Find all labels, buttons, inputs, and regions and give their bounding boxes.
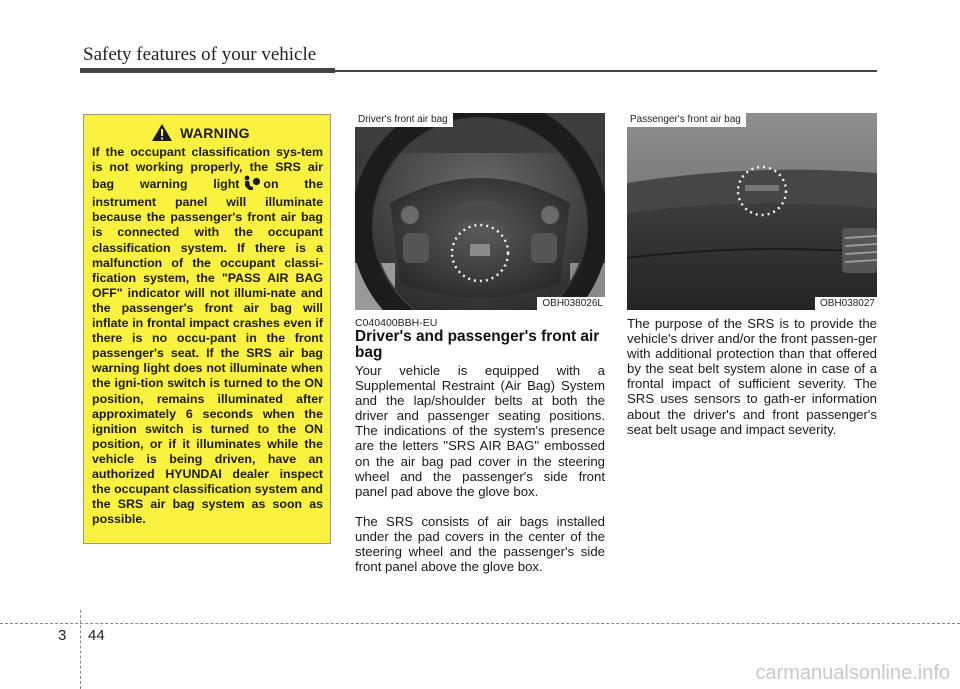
body-column-middle <box>355 363 605 589</box>
header-rule-thin <box>335 70 877 72</box>
warning-header <box>78 123 323 142</box>
warning-title: WARNING <box>180 124 250 141</box>
page-chapter: 3 <box>58 627 67 644</box>
section-code: C040400BBH-EU <box>355 317 438 329</box>
airbag-warning-light-icon <box>241 175 261 195</box>
footer-vertical-rule <box>80 610 81 689</box>
warning-text <box>92 145 323 527</box>
section-title: Driver's and passenger's front air bag <box>355 328 600 361</box>
passenger-airbag-photo <box>627 113 877 310</box>
driver-photo-caption: Driver's front air bag <box>355 113 453 127</box>
passenger-photo-caption: Passenger's front air bag <box>627 113 746 127</box>
warning-triangle-icon <box>151 123 173 142</box>
passenger-photo-code: OBH038027 <box>815 297 877 310</box>
warning-text-part1: If the occupant classification sys-tem is not working properly, the SRS air bag warning light <box>92 145 323 192</box>
paragraph-3: The purpose of the SRS is to provide the vehicle's driver and/or the front passen-ger with additional protection than that offered by the seat belt system alone in case of a frontal impact of sufficient severity. The SRS uses sensors to gath-er information about the driver's and front passenger's seat belt usage and impact severity. <box>627 316 877 437</box>
paragraph-1: Your vehicle is equipped with a Supplemental Restraint (Air Bag) System and the lap/shoulder belts at both the driver and passenger seating positions. The indications of the system's presence are the letters "SRS AIR BAG" embossed on the air bag pad cover in the steering wheel and the passenger's side front panel pad above the glove box. <box>355 363 605 499</box>
paragraph-2: The SRS consists of air bags installed under the pad covers in the center of the steering wheel and the passenger's side front panel above the glove box. <box>355 513 605 575</box>
header-title: Safety features of your vehicle <box>83 44 317 65</box>
warning-text-part2: on the instrument panel will illuminate because the passenger's front air bag is connected with the occupant classification system. If there is a malfunction of the occupant classi-fication system, the "PASS AIR BAG OFF" indicator will not illumi-nate and the passenger's front air bag will inflate in frontal impact crashes even if there is no occu-pant in the front passenger's seat. If the SRS air bag warning light does not illuminate when the igni-tion switch is turned to the ON position, remains illuminated after approximately 6 seconds when the ignition switch is turned to the ON position, or if it illuminates while the vehicle is being driven, have an authorized HYUNDAI dealer inspect the occupant classification system and the SRS air bag system as soon as possible. <box>92 177 323 527</box>
warning-box <box>83 114 331 544</box>
header-rule-thick <box>80 68 335 73</box>
page-number: 44 <box>88 627 105 644</box>
body-column-right <box>627 316 877 452</box>
watermark: carmanualsonline.info <box>755 662 950 684</box>
driver-photo-code: OBH038026L <box>537 297 605 310</box>
driver-airbag-photo <box>355 113 605 310</box>
footer-rule <box>0 623 960 624</box>
